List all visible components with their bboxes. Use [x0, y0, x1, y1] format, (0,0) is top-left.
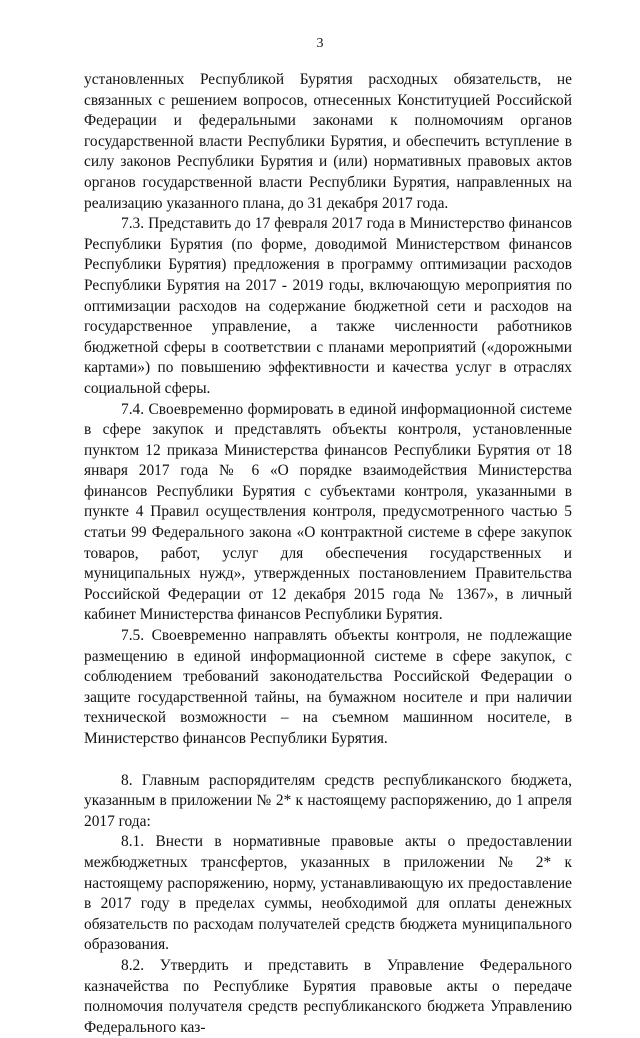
page-number: 3	[316, 36, 324, 51]
paragraph-8-1: 8.1. Внести в нормативные правовые акты о предоставлении межбюджетных трансфертов, указанных в приложении № 2* к настоящему распоряжению, норму, устанавливающую их предоставление в 2017 году в пределах суммы, необходимой для оплаты денежных обязательств по расходам получателей средств бюджета муниципального образования.	[84, 833, 572, 954]
paragraph-8-2: 8.2. Утвердить и представить в Управление Федерального казначейства по Республике Бурятия правовые акты о передаче полномочия получателя средств республиканского бюджета Управлению Федерального каз-	[84, 956, 572, 1036]
paragraph-8: 8. Главным распорядителям средств республиканского бюджета, указанным в приложении № 2* к настоящему распоряжению, до 1 апреля 2017 года:	[84, 771, 572, 830]
paragraph-7-3: 7.3. Представить до 17 февраля 2017 года в Министерство финансов Республики Бурятия (по форме, доводимой Министерством финансов Республики Бурятия) предложения в программу оптимизации расходов Республики Бурятия на 2017 - 2019 годы, включающую мероприятия по оптимизации расходов на содержание бюджетной сети и расходов на государственное управление, а также численности работников бюджетной сферы в соответствии с планами мероприятий («дорожными картами») по повышению эффективности и качества услуг в отраслях социальной сферы.	[84, 215, 572, 397]
paragraph-7-4: 7.4. Своевременно формировать в единой информационной системе в сфере закупок и представлять объекты контроля, установленные пунктом 12 приказа Министерства финансов Республики Бурятия от 18 января 2017 года № 6 «О порядке взаимодействия Министерства финансов Республики Бурятия с субъектами контроля, указанными в пункте 4 Правил осуществления контроля, предусмотренного частью 5 статьи 99 Федерального закона «О контрактной системе в сфере закупок товаров, работ, услуг для обеспечения государственных и муниципальных нужд», утвержденных постановлением Правительства Российской Федерации от 12 декабря 2015 года № 1367», в личный кабинет Министерства финансов Республики Бурятия.	[84, 400, 572, 624]
paragraph-7-5: 7.5. Своевременно направлять объекты контроля, не подлежащие размещению в единой информационной системе в сфере закупок, с соблюдением требований законодательства Российской Федерации о защите государственной тайны, на бумажном носителе и при наличии технической возможности – на съемном машинном носителе, в Министерство финансов Республики Бурятия.	[84, 627, 572, 747]
paragraph-7-2-continuation: установленных Республикой Бурятия расходных обязательств, не связанных с решением вопросов, отнесенных Конституцией Российской Федерации и федеральными законами к полномочиям органов государственной власти Республики Бурятия, и обеспечить вступление в силу законов Республики Бурятия и (или) нормативных правовых актов органов государственной власти Республики Бурятия, направленных на реализацию указанного плана, до 31 декабря 2017 года.	[84, 71, 572, 212]
document-body	[84, 70, 572, 1038]
